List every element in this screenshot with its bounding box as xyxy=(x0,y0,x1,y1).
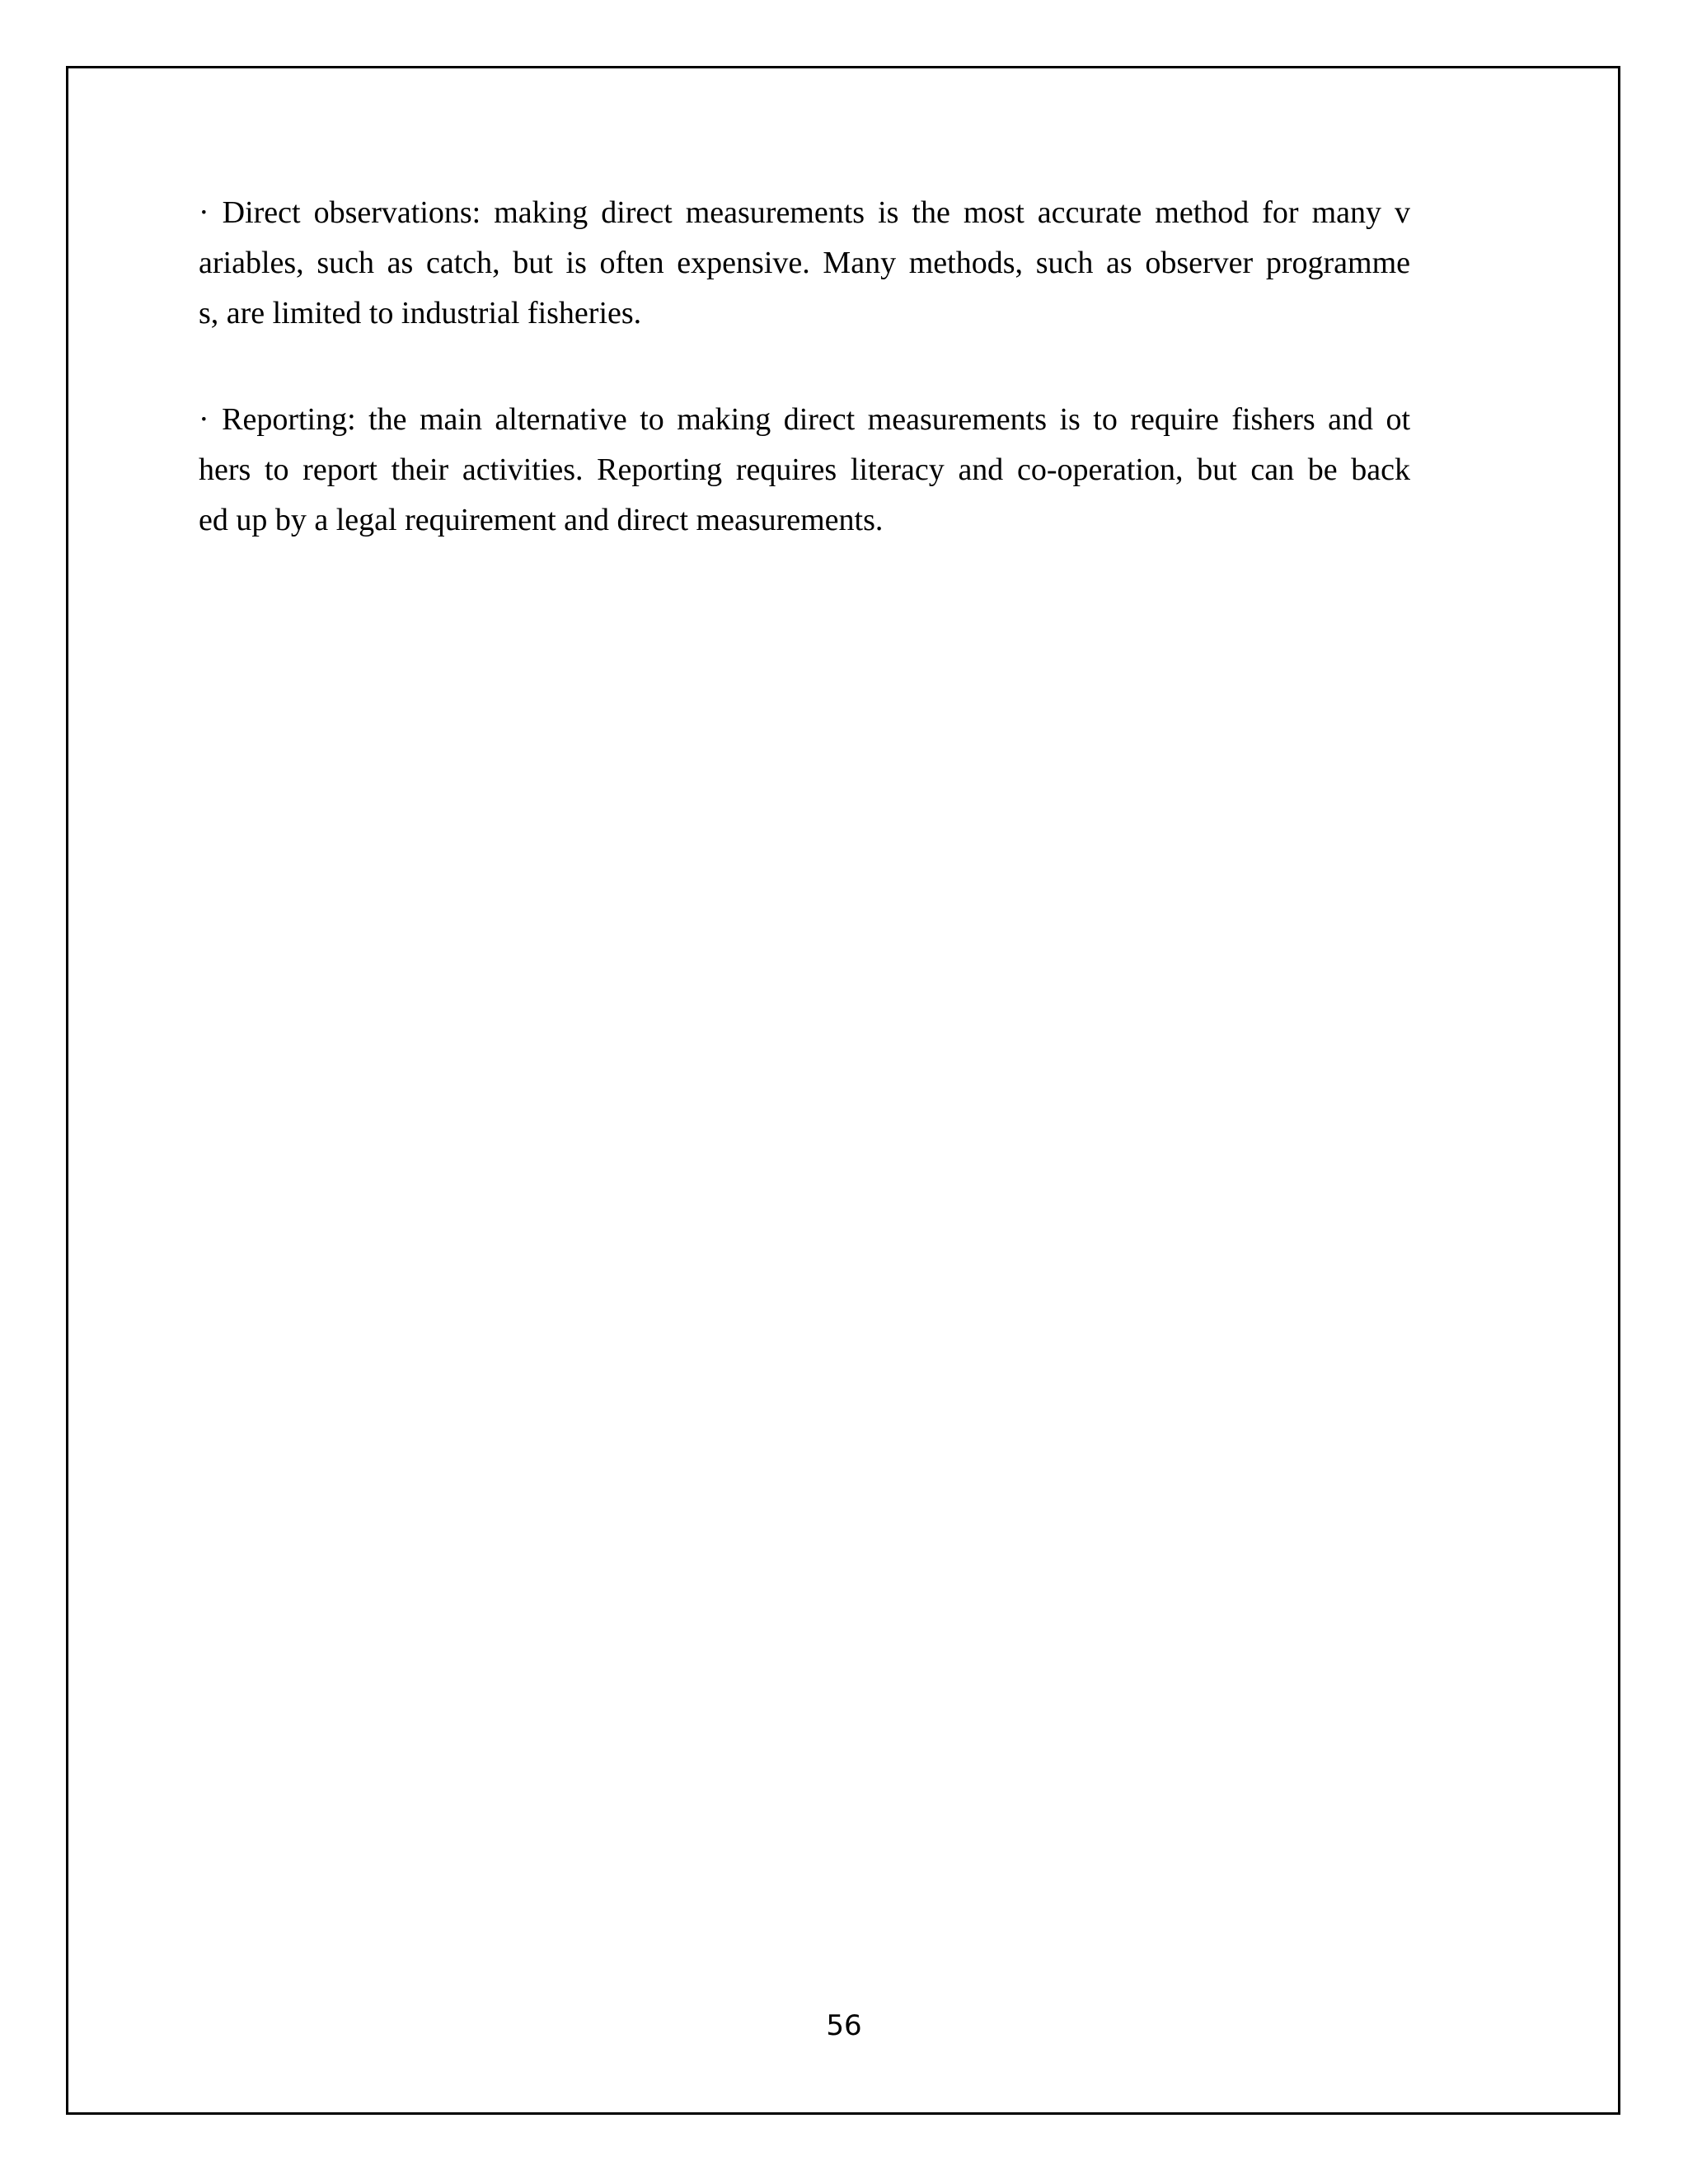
text-line: ed up by a legal requirement and direct measurements. xyxy=(199,503,884,537)
paragraph-reporting xyxy=(199,395,1410,546)
paragraph-direct-observations xyxy=(199,188,1410,339)
text-line: · Reporting: the main alternative to making direct measurements is to require fishers and ot xyxy=(199,402,1410,437)
text-line: s, are limited to industrial fisheries. xyxy=(199,296,642,330)
text-line: · Direct observations: making direct measurements is the most accurate method for many v xyxy=(199,195,1410,230)
page-number: 56 xyxy=(826,2009,862,2042)
page-body xyxy=(199,188,1410,602)
text-line: hers to report their activities. Reporting requires literacy and co-operation, but can be back xyxy=(199,452,1410,487)
text-line: ariables, such as catch, but is often expensive. Many methods, such as observer programme xyxy=(199,246,1410,280)
